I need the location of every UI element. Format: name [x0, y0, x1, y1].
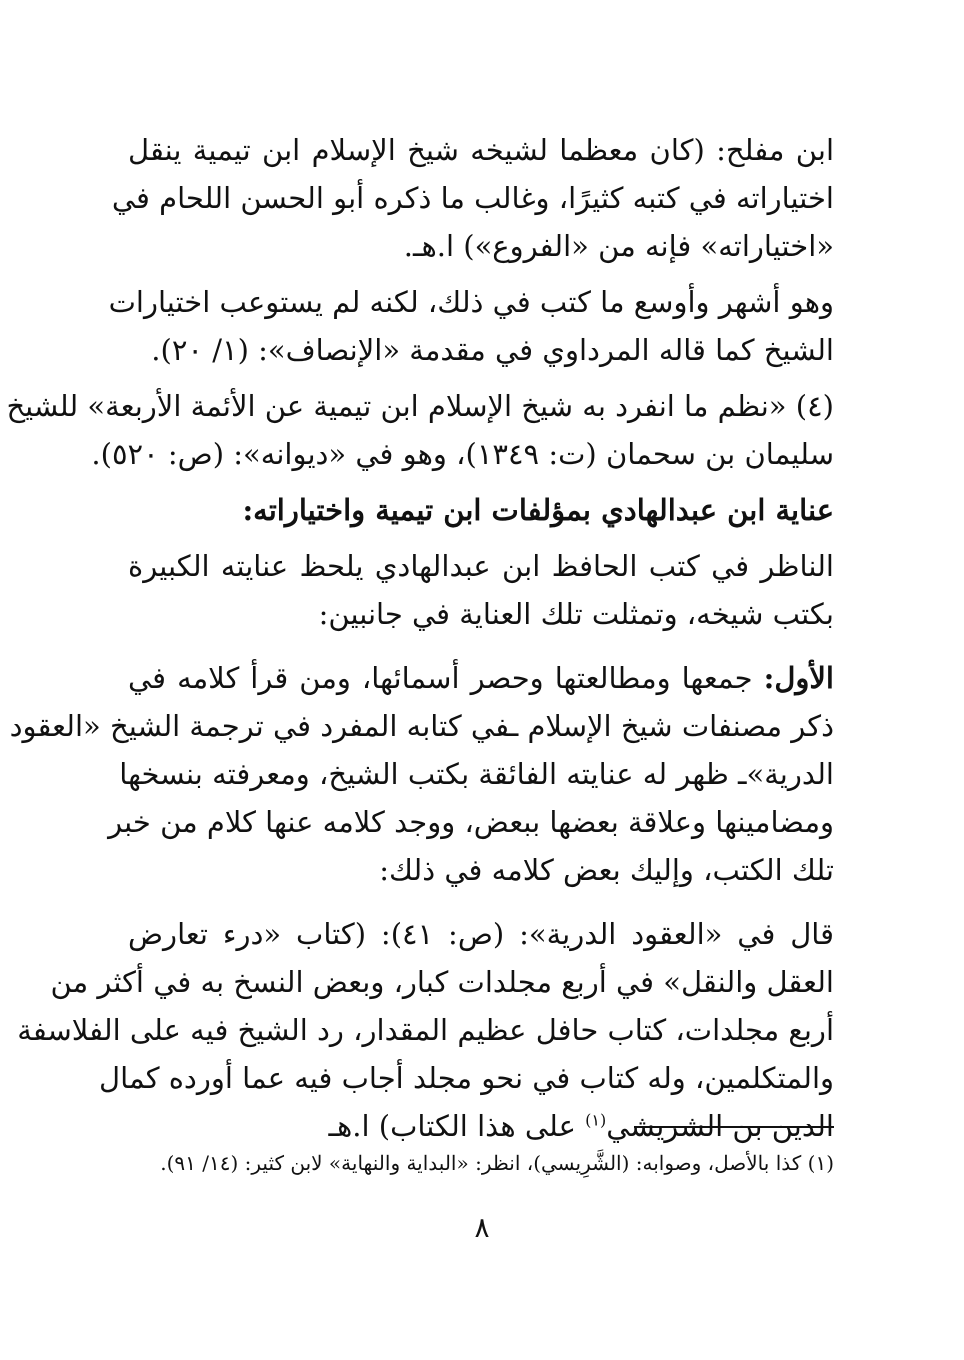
- text-line-part: الدين بن الشريشي: [606, 1109, 834, 1143]
- text-line: ومضامينها وعلاقة بعضها ببعض، ووجد كلامه عنها كلام من خبر: [108, 805, 834, 839]
- text-line: ذكر مصنفات شيخ الإسلام ـفي كتابه المفرد في ترجمة الشيخ «العقود: [9, 709, 834, 743]
- paragraph-al-uqud-quote: [17, 910, 834, 1150]
- paragraph-intro-two-aspects: [128, 542, 834, 638]
- page-body: [6, 126, 834, 1166]
- footnote-marker: (١): [585, 1110, 607, 1130]
- text-line: بكتب شيخه، وتمثلت تلك العناية في جانبين:: [318, 597, 834, 631]
- text-line: الناظر في كتب الحافظ ابن عبدالهادي يلحظ عنايته الكبيرة: [128, 549, 834, 583]
- text-line: العقل والنقل» في أربع مجلدات كبار، وبعض النسخ به في أكثر من: [50, 965, 834, 999]
- text-line: أربع مجلدات، كتاب حافل عظيم المقدار، رد الشيخ فيه على الفلاسفة: [17, 1013, 834, 1047]
- section-heading-container: [128, 486, 834, 534]
- text-line: اختياراته في كتبه كثيرًا، وغالب ما ذكره أبو الحسن اللحام في: [111, 181, 834, 215]
- footnote-divider: [634, 1126, 834, 1128]
- paragraph-most-famous: [108, 278, 834, 374]
- text-line: ابن مفلح: (كان معظما لشيخه شيخ الإسلام ابن تيمية ينقل: [128, 133, 834, 167]
- footnote: (١) كذا بالأصل، وصوابه: (الشَّرِيسي)، انظر: «البداية والنهاية» لابن كثير: (١٤/ ٩١).: [160, 1151, 834, 1175]
- paragraph-ibn-muflih-quote: [111, 126, 834, 270]
- text-line-part: على هذا الكتاب) ا.هـ: [328, 1109, 586, 1143]
- text-line-rest: جمعها ومطالعتها وحصر أسمائها، ومن قرأ كلامه في: [128, 661, 764, 695]
- text-line: «اختياراته» فإنه من «الفروع») ا.هـ.: [403, 229, 834, 263]
- text-line: الشيخ كما قاله المرداوي في مقدمة «الإنصاف»: (١/ ٢٠).: [151, 333, 834, 367]
- text-line: والمتكلمين، وله كتاب في نحو مجلد أجاب فيه عما أورده كمال: [99, 1061, 834, 1095]
- page-number: ٨: [474, 1211, 490, 1244]
- text-line: قال في «العقود الدرية»: (ص: ٤١): (كتاب «درء تعارض: [128, 917, 834, 951]
- paragraph-first-aspect: [9, 654, 834, 894]
- paragraph-item-4: [6, 382, 834, 478]
- text-line: تلك الكتب، وإليك بعض كلامه في ذلك:: [379, 853, 834, 887]
- text-line: سليمان بن سحمان (ت: ١٣٤٩)، وهو في «ديوانه»: (ص: ٥٢٠).: [91, 437, 834, 471]
- text-line: الدرية»ـ ظهر له عنايته الفائقة بكتب الشيخ، ومعرفته بنسخها: [119, 757, 834, 791]
- text-line: [128, 654, 834, 702]
- text-line: وهو أشهر وأوسع ما كتب في ذلك، لكنه لم يستوعب اختيارات: [108, 285, 834, 319]
- section-heading: عناية ابن عبدالهادي بمؤلفات ابن تيمية واختياراته:: [242, 493, 834, 527]
- lead-term: الأول:: [763, 661, 834, 695]
- text-line: (٤) «نظم ما انفرد به شيخ الإسلام ابن تيمية عن الأئمة الأربعة» للشيخ: [6, 389, 834, 423]
